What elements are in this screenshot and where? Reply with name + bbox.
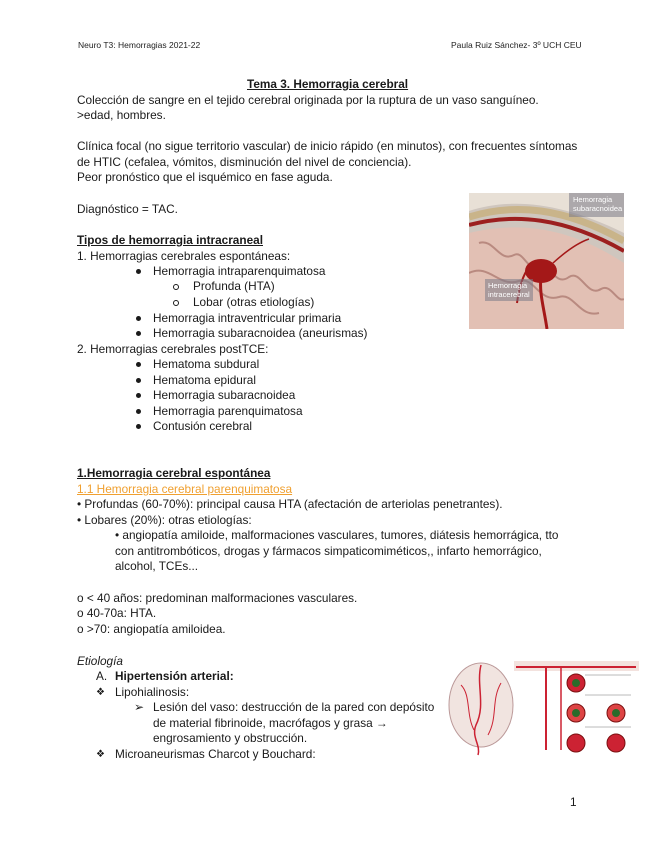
header-left: Neuro T3: Hemorragias 2021-22 (78, 40, 201, 50)
diamond-marker: ❖ (96, 687, 105, 698)
arrow-marker: ➢ (134, 700, 144, 714)
text-line: • Profundas (60-70%): principal causa HTA (afectación de arteriolas penetrantes). (77, 497, 503, 511)
subsection-link[interactable]: 1.1 Hemorragia cerebral parenquimatosa (77, 482, 293, 496)
group-label: 1. Hemorragias cerebrales espontáneas: (77, 249, 291, 263)
bullet-dot (136, 393, 141, 398)
text-line: • Lobares (20%): otras etiologías: (77, 513, 252, 527)
clinic-line: de HTIC (cefalea, vómitos, disminución del nivel de conciencia). (77, 155, 412, 169)
text-line: • angiopatía amiloide, malformaciones vasculares, tumores, diátesis hemorrágica, tto (115, 528, 559, 542)
list-item: Hemorragia subaracnoidea (153, 388, 296, 402)
text-line: alcohol, TCEs... (115, 559, 199, 573)
text-line: de material fibrinoide, macrófagos y grasa → (153, 716, 388, 730)
bullet-dot (136, 362, 141, 367)
intro-line: >edad, hombres. (77, 108, 166, 122)
header-right: Paula Ruiz Sánchez- 3º UCH CEU (451, 40, 582, 50)
text-line: engrosamiento y obstrucción. (153, 731, 308, 745)
list-item: Lipohialinosis: (115, 685, 190, 699)
group-label: 2. Hemorragias cerebrales postTCE: (77, 342, 269, 356)
bullet-circle (173, 300, 179, 306)
list-marker: A. (96, 669, 108, 683)
age-line: o >70: angiopatía amiloidea. (77, 622, 226, 636)
clinic-line: Clínica focal (no sigue territorio vascular) de inicio rápido (en minutos), con frecuentes síntomas (77, 139, 578, 153)
diagnosis-line: Diagnóstico = TAC. (77, 202, 178, 216)
list-item: Lobar (otras etiologías) (193, 295, 315, 309)
figure-label-top: Hemorragia subaracnoidea (573, 195, 623, 213)
brain-hemorrhage-illustration (469, 193, 624, 329)
list-item: Profunda (HTA) (193, 279, 275, 293)
clinic-line: Peor pronóstico que el isquémico en fase aguda. (77, 170, 333, 184)
page-number: 1 (570, 795, 577, 809)
bullet-dot (136, 409, 141, 414)
text-line: Lesión del vaso: destrucción de la pared con depósito (153, 700, 435, 714)
diamond-marker: ❖ (96, 749, 105, 760)
tipos-heading: Tipos de hemorragia intracraneal (77, 233, 263, 247)
bullet-circle (173, 284, 179, 290)
vessel-diagram-figure (446, 655, 639, 773)
intro-line: Colección de sangre en el tejido cerebral originada por la ruptura de un vaso sanguíneo. (77, 93, 539, 107)
list-item: Hemorragia intraparenquimatosa (153, 264, 326, 278)
bullet-dot (136, 331, 141, 336)
list-item: Microaneurismas Charcot y Bouchard: (115, 747, 316, 761)
text-line: con antitrombóticos, drogas y fármacos simpaticomiméticos,, infarto hemorrágico, (115, 544, 542, 558)
list-item: Hemorragia parenquimatosa (153, 404, 303, 418)
bullet-dot (136, 316, 141, 321)
figure-label-bottom: Hemorragia intracerebral (488, 281, 530, 299)
vessel-diagram-illustration (446, 655, 639, 773)
list-item: Hemorragia intraventricular primaria (153, 311, 342, 325)
list-item: Hipertensión arterial: (115, 669, 234, 683)
section-heading: 1.Hemorragia cerebral espontánea (77, 466, 271, 480)
bullet-dot (136, 424, 141, 429)
page-title: Tema 3. Hemorragia cerebral (247, 77, 409, 91)
bullet-dot (136, 378, 141, 383)
list-item: Hemorragia subaracnoidea (aneurismas) (153, 326, 368, 340)
etiologia-heading: Etiología (77, 654, 123, 668)
brain-hemorrhage-figure (469, 193, 624, 329)
bullet-dot (136, 269, 141, 274)
age-line: o < 40 años: predominan malformaciones vasculares. (77, 591, 358, 605)
list-item: Contusión cerebral (153, 419, 253, 433)
list-item: Hematoma epidural (153, 373, 256, 387)
age-line: o 40-70a: HTA. (77, 606, 157, 620)
list-item: Hematoma subdural (153, 357, 260, 371)
